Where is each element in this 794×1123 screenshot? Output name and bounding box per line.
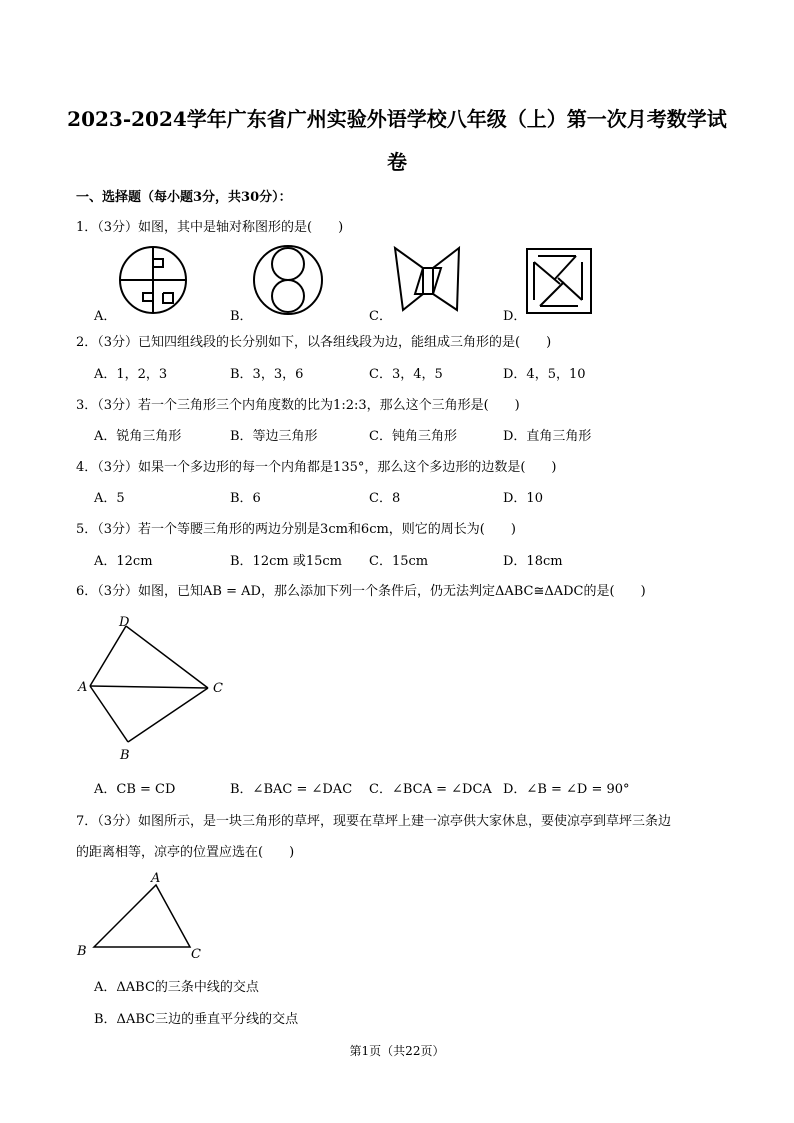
q6-option-d: D．∠B = ∠D = 90°: [503, 782, 630, 797]
question-6-stem: 6．（3分）如图，已知AB = AD，那么添加下列一个条件后，仍无法判定ΔABC≅ΔADC的是( ): [76, 584, 646, 599]
q3-option-b: B．等边三角形: [230, 429, 318, 444]
question-3-stem: 3．（3分）若一个三角形三个内角度数的比为1:2:3，那么这个三角形是( ): [76, 398, 520, 413]
q2-option-c: C．3，4，5: [369, 367, 443, 382]
q6-label-d: D: [119, 615, 130, 630]
title-line-2: 卷: [387, 150, 407, 174]
q1-option-c: C．: [369, 309, 392, 324]
q5-option-b: B．12cm 或15cm: [230, 554, 342, 569]
q1-option-a: A．: [94, 309, 117, 324]
q1-figure-a: [118, 245, 188, 315]
q6-label-b: B: [120, 748, 130, 763]
q6-figure-quadrilateral: [76, 612, 236, 767]
question-7-stem-line-1: 7．（3分）如图所示，是一块三角形的草坪，现要在草坪上建一凉亭供大家休息，要使凉亭到草坪三条边: [76, 814, 672, 829]
question-4-stem: 4．（3分）如果一个多边形的每一个内角都是135°，那么这个多边形的边数是( ): [76, 460, 557, 475]
q3-option-a: A．锐角三角形: [94, 429, 182, 444]
q1-option-d: D．: [503, 309, 527, 324]
q6-option-b: B．∠BAC = ∠DAC: [230, 782, 353, 797]
q7-label-a: A: [151, 871, 161, 886]
q1-figure-b: [252, 244, 324, 316]
q5-option-a: A．12cm: [94, 554, 153, 569]
q1-option-b: B．: [230, 309, 253, 324]
q2-option-d: D．4，5，10: [503, 367, 586, 382]
q2-option-a: A．1，2，3: [94, 367, 168, 382]
q6-option-c: C．∠BCA = ∠DCA: [369, 782, 492, 797]
question-1-stem: 1．（3分）如图，其中是轴对称图形的是( ): [76, 220, 344, 235]
question-7-stem-line-2: 的距离相等，凉亭的位置应选在( ): [76, 845, 295, 860]
q1-figure-c: [393, 246, 463, 312]
question-2-stem: 2．（3分）已知四组线段的长分别如下，以各组线段为边，能组成三角形的是( ): [76, 335, 552, 350]
q2-option-b: B．3，3，6: [230, 367, 304, 382]
q7-option-a: A．ΔABC的三条中线的交点: [94, 980, 259, 995]
q4-option-c: C．8: [369, 491, 401, 506]
q6-label-c: C: [213, 681, 223, 696]
q7-label-b: B: [77, 944, 87, 959]
section-heading: 一、选择题（每小题3分，共30分）：: [76, 190, 292, 205]
question-5-stem: 5．（3分）若一个等腰三角形的两边分别是3cm和6cm，则它的周长为( ): [76, 522, 516, 537]
q5-option-d: D．18cm: [503, 554, 563, 569]
q6-option-a: A．CB = CD: [94, 782, 176, 797]
q7-label-c: C: [191, 947, 201, 962]
q5-option-c: C．15cm: [369, 554, 429, 569]
q3-option-d: D．直角三角形: [503, 429, 592, 444]
q7-option-b: B．ΔABC三边的垂直平分线的交点: [94, 1012, 299, 1027]
q4-option-a: A．5: [94, 491, 125, 506]
page-footer: 第1页（共22页）: [349, 1044, 445, 1058]
q6-label-a: A: [78, 680, 88, 695]
q3-option-c: C．钝角三角形: [369, 429, 457, 444]
q1-figure-d: [526, 248, 592, 314]
q4-option-b: B．6: [230, 491, 261, 506]
q4-option-d: D．10: [503, 491, 543, 506]
title-line-1: 2023-2024学年广东省广州实验外语学校八年级（上）第一次月考数学试: [67, 107, 727, 131]
